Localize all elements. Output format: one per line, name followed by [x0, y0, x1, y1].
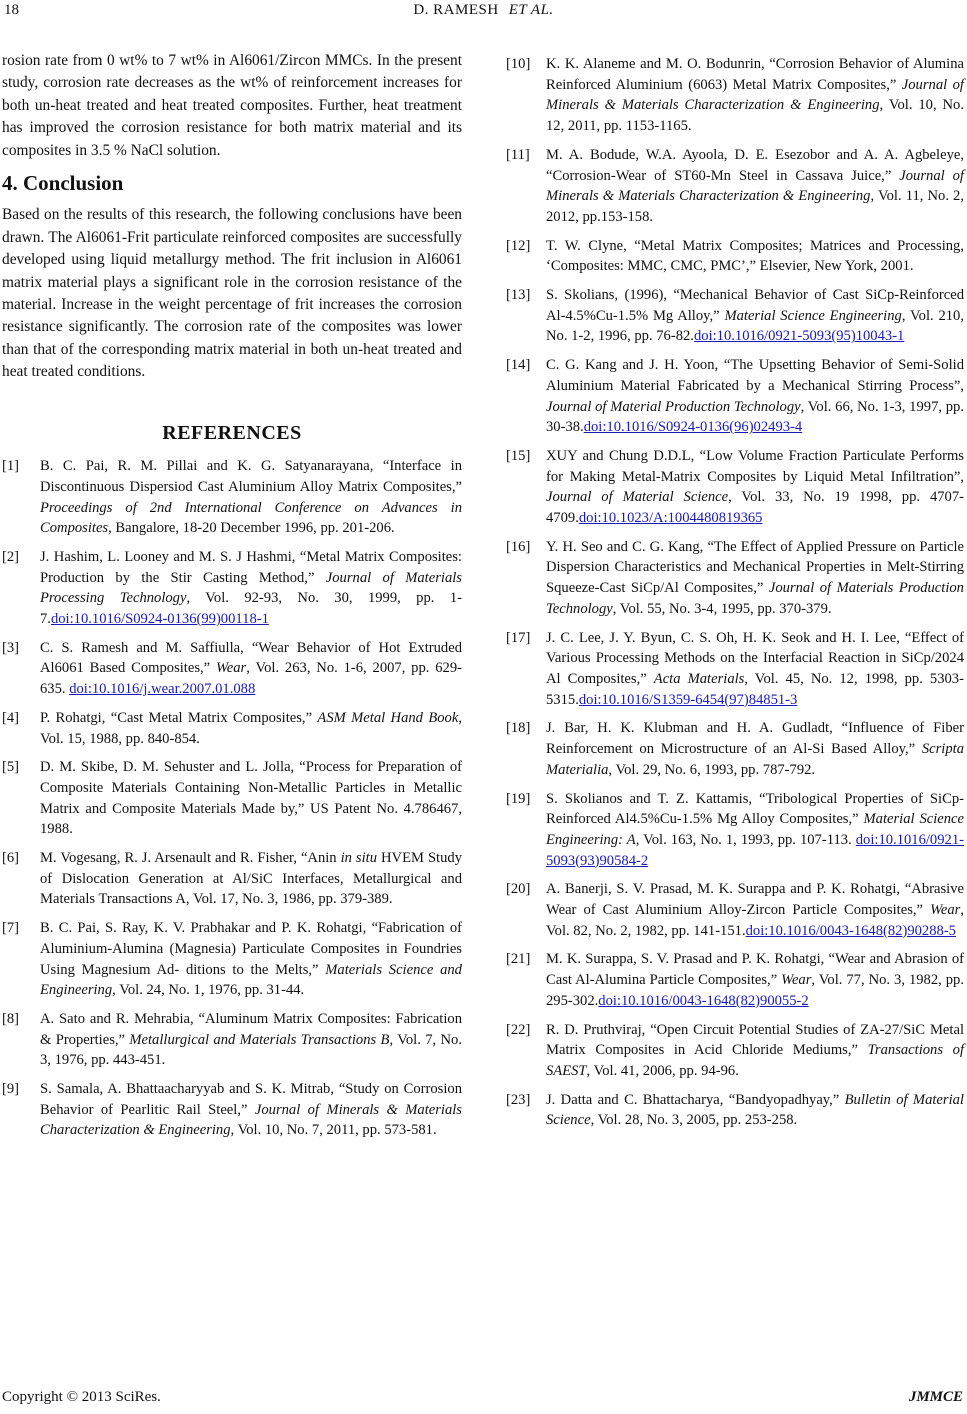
copyright-notice: Copyright © 2013 SciRes.: [2, 1389, 161, 1405]
reference-details: , Vol. 41, 2006, pp. 94-96.: [586, 1062, 739, 1079]
reference-number: [11]: [506, 146, 530, 163]
reference-text: T. W. Clyne, “Metal Matrix Composites; Matrices and Processing, ‘Composites: MMC, CMC, PMC’,” Elsevier, New York, 2001.: [546, 237, 964, 275]
reference-text: S. Skolians, (1996), “Mechanical Behavior of Cast SiCp-Reinforced Al-4.5%Cu-1.5% Mg Alloy,”: [546, 287, 964, 324]
reference-text: K. K. Alaneme and M. O. Bodunrin, “Corrosion Behavior of Alumina Reinforced Aluminium (6063) Metal Matrix Composites,”: [546, 56, 964, 93]
doi-link[interactable]: doi:10.1016/S1359-6454(97)84851-3: [578, 691, 798, 708]
reference-source: Bulletin of Material Science: [546, 1091, 964, 1129]
reference-item: [2, 708, 462, 749]
reference-number: [16]: [506, 538, 531, 555]
reference-item: [2, 918, 462, 1001]
reference-item: [506, 236, 964, 277]
reference-number: [3]: [2, 639, 20, 656]
reference-text: Y. H. Seo and C. G. Kang, “The Effect of Applied Pressure on Particle Dispersion Characteristics and Mechanical Properties in Melt-Stirring Squeeze-Cast SiCp/Al Composites,”: [546, 538, 964, 597]
reference-source: Journal of Materials Production Technology: [546, 580, 964, 617]
reference-text: M. K. Surappa, S. V. Prasad and P. K. Rohatgi, “Wear and Abrasion of Cast Al-Alumina Particle Composites,”: [546, 951, 964, 989]
reference-text: XUY and Chung D.D.L, “Low Volume Fraction Particulate Performs for Making Metal-Matrix Composites by Liquid Metal Infiltration”,: [546, 447, 964, 485]
reference-source: in situ: [340, 850, 378, 867]
reference-item: [506, 285, 964, 347]
reference-source: Scripta Materialia: [546, 741, 964, 778]
reference-number: [1]: [2, 458, 20, 475]
reference-text: R. D. Pruthviraj, “Open Circuit Potential Studies of ZA-27/SiC Metal Matrix Composites in Acid Chloride Mediums,”: [546, 1021, 964, 1059]
reference-text: A. Sato and R. Mehrabia, “Aluminum Matrix Composites: Fabrication & Properties,”: [40, 1010, 462, 1048]
right-column: [506, 54, 964, 1139]
reference-details: , Vol. 66, No. 1-3, 1997, pp. 30-38.: [546, 398, 964, 436]
reference-details: , Vol. 7, No. 3, 1976, pp. 443-451.: [40, 1031, 463, 1069]
conclusion-heading: 4. Conclusion: [2, 171, 124, 196]
reference-number: [4]: [2, 709, 20, 726]
reference-text: M. A. Bodude, W.A. Ayoola, D. E. Esezobor and A. A. Agbeleye, “Corrosion-Wear of ST60-Mn Steel in Cassava Juice,”: [546, 146, 964, 184]
reference-text: M. Vogesang, R. J. Arsenault and R. Fisher, “Anin: [40, 850, 341, 867]
reference-item: [2, 757, 462, 840]
reference-item: [506, 789, 964, 872]
reference-text: S. Samala, A. Bhattaacharyyab and S. K. Mitrab, “Study on Corrosion Behavior of Pearlitic Rail Steel,”: [40, 1081, 462, 1118]
reference-item: [2, 456, 462, 539]
reference-number: [19]: [506, 790, 531, 807]
reference-details: , Vol. 24, No. 1, 1976, pp. 31-44.: [112, 982, 305, 999]
reference-source: Wear: [930, 902, 961, 919]
reference-text: J. Bar, H. K. Klubman and H. A. Gudladt, “Influence of Fiber Reinforcement on Microstructure of an Al-Si Based Alloy,”: [546, 720, 964, 758]
reference-details: , Vol. 10, No. 12, 2011, pp. 1153-1165.: [546, 97, 965, 135]
doi-link[interactable]: doi:10.1016/S0924-0136(96)02493-4: [583, 419, 803, 436]
reference-details: , Vol. 28, No. 3, 2005, pp. 253-258.: [590, 1112, 798, 1129]
reference-text: C. G. Kang and J. H. Yoon, “The Upsetting Behavior of Semi-Solid Aluminium Material Fabricated by a Mechanical Stirring Process”,: [546, 357, 964, 394]
reference-number: [15]: [506, 447, 531, 464]
reference-number: [5]: [2, 759, 20, 776]
reference-details: , Vol. 10, No. 7, 2011, pp. 573-581.: [230, 1122, 437, 1139]
reference-item: [506, 949, 964, 1011]
reference-number: [14]: [506, 357, 531, 374]
reference-source: Wear: [781, 972, 812, 989]
reference-text: B. C. Pai, S. Ray, K. V. Prabhakar and P. K. Rohatgi, “Fabrication of Aluminium-Alumina (Magnesia) Particulate Composites in Foundries Using Magnesium Ad- ditions to the Melts,”: [40, 920, 462, 978]
reference-item: [2, 547, 462, 630]
journal-abbrev: JMMCE: [908, 1389, 963, 1405]
reference-number: [8]: [2, 1010, 20, 1027]
reference-item: [2, 1079, 462, 1141]
reference-source: Proceedings of 2nd International Conference on Advances in Composites: [40, 499, 462, 537]
reference-source: Material Science Engineering: A: [546, 811, 964, 848]
reference-number: [6]: [2, 850, 20, 867]
reference-item: [506, 355, 964, 438]
reference-item: [506, 1020, 964, 1082]
reference-source: Journal of Material Production Technology: [546, 398, 801, 415]
references-list-right: [506, 54, 964, 1131]
conclusion-paragraph: Based on the results of this research, the following conclusions have been drawn. The Al6061-Frit particulate reinforced composites are successfully developed using liquid metallurgy method. The frit inclusion in Al6061 matrix material plays a significant role in the corrosion resistance of the material. Increase in the weight percentage of frit increases the corrosion resistance significantly. The corrosion rate of the composites was lower than that of the corresponding matrix material in both un-heat treated and heat treated conditions.: [2, 206, 462, 381]
reference-number: [9]: [2, 1081, 20, 1098]
doi-link[interactable]: doi:10.1023/A:1004480819365: [578, 510, 763, 527]
doi-link[interactable]: doi:10.1016/0043-1648(82)90055-2: [598, 992, 809, 1009]
intro-paragraph: rosion rate from 0 wt% to 7 wt% in Al6061/Zircon MMCs. In the present study, corrosion rate decreases as the wt% of reinforcement increases for both un-heat treated and heat treated composites. Further, heat treatment has improved the corrosion resistance for both matrix material and its composites in 3.5 % NaCl solution.: [2, 52, 462, 159]
reference-source: Materials Science and Engineering: [40, 961, 462, 999]
reference-item: [506, 145, 964, 228]
reference-text: J. C. Lee, J. Y. Byun, C. S. Oh, H. K. Seok and H. I. Lee, “Effect of Various Processing Methods on the Interfacial Reaction in SiCp/2024 Al Composites,”: [546, 629, 964, 687]
left-column: [2, 50, 462, 1149]
doi-link[interactable]: doi:10.1016/j.wear.2007.01.088: [69, 681, 256, 698]
reference-text: D. M. Skibe, D. M. Sehuster and L. Jolla, “Process for Preparation of Composite Materials Containing Non-Metallic Particles in Metallic Matrix and Composite Materials Made by,” US Patent No. 4.786467, 1988.: [40, 759, 462, 838]
reference-item: [506, 628, 964, 711]
reference-details: , Vol. 92-93, No. 30, 1999, pp. 1-7.: [40, 590, 462, 628]
reference-details: , Vol. 263, No. 1-6, 2007, pp. 629-635.: [40, 660, 462, 698]
reference-details: , Bangalore, 18-20 December 1996, pp. 201-206.: [108, 520, 395, 537]
reference-item: [506, 718, 964, 780]
reference-number: [20]: [506, 881, 531, 898]
reference-source: Journal of Minerals & Materials Characterization & Engineering: [546, 167, 964, 205]
reference-item: [506, 1090, 964, 1131]
reference-source: Metallurgical and Materials Transactions B: [129, 1031, 390, 1048]
reference-details: , Vol. 55, No. 3-4, 1995, pp. 370-379.: [612, 600, 832, 617]
reference-details: , Vol. 29, No. 6, 1993, pp. 787-792.: [608, 761, 816, 778]
reference-text: A. Banerji, S. V. Prasad, M. K. Surappa and P. K. Rohatgi, “Abrasive Wear of Cast Aluminium Alloy-Zircon Particle Composites,”: [546, 881, 964, 919]
reference-number: [10]: [506, 56, 531, 72]
reference-number: [12]: [506, 237, 531, 254]
running-author: D. RAMESH: [413, 2, 499, 18]
reference-number: [21]: [506, 951, 531, 968]
reference-item: [506, 537, 964, 620]
reference-number: [17]: [506, 629, 531, 646]
doi-link[interactable]: doi:10.1016/S0924-0136(99)00118-1: [50, 611, 269, 628]
reference-item: [506, 54, 964, 137]
reference-source: Journal of Minerals & Materials Characterization & Engineering: [40, 1101, 462, 1139]
reference-details: , Vol. 77, No. 3, 1982, pp. 295-302.: [546, 972, 964, 1009]
reference-number: [7]: [2, 920, 20, 937]
reference-number: [13]: [506, 287, 531, 304]
page-header: [0, 0, 967, 28]
reference-source: Acta Materials: [653, 670, 745, 687]
doi-link[interactable]: doi:10.1016/0043-1648(82)90288-5: [745, 922, 956, 939]
reference-number: [18]: [506, 720, 531, 737]
reference-details: , Vol. 82, No. 2, 1982, pp. 141-151.: [546, 902, 964, 939]
reference-item: [506, 446, 964, 529]
reference-source: Wear: [215, 660, 247, 677]
reference-details: , Vol. 11, No. 2, 2012, pp.153-158.: [546, 188, 964, 225]
doi-link[interactable]: doi:10.1016/0921-5093(95)10043-1: [693, 328, 905, 345]
reference-number: [22]: [506, 1021, 531, 1038]
running-head: [0, 2, 967, 19]
reference-item: [2, 848, 462, 910]
doi-link[interactable]: doi:10.1016/0921-5093(93)90584-2: [546, 831, 964, 869]
reference-source: Journal of Material Science: [546, 489, 729, 506]
reference-details: , Vol. 15, 1988, pp. 840-854.: [40, 709, 462, 747]
reference-text: J. Hashim, L. Looney and M. S. J Hashmi, “Metal Matrix Composites: Production by the Stir Casting Method,”: [40, 548, 462, 586]
reference-details: HVEM Study of Dislocation Generation at Al/SiC Interfaces, Metallurgical and Materials Transactions A, Vol. 17, No. 3, 1986, pp. 379-389.: [40, 850, 462, 908]
reference-details: , Vol. 210, No. 1-2, 1996, pp. 76-82.: [546, 307, 964, 345]
reference-item: [2, 638, 462, 700]
reference-item: [506, 879, 964, 941]
reference-item: [2, 1009, 462, 1071]
reference-number: [23]: [506, 1091, 531, 1108]
reference-source: Material Science Engineering: [724, 307, 902, 324]
reference-text: S. Skolianos and T. Z. Kattamis, “Tribological Properties of SiCp-Reinforced Al4.5%Cu-1.5% Mg Alloy Composites,”: [546, 790, 964, 828]
reference-text: B. C. Pai, R. M. Pillai and K. G. Satyanarayana, “Interface in Discontinuous Dispersiod Cast Aluminium Alloy Matrix Composites,”: [40, 458, 462, 495]
references-list-left: [2, 456, 462, 1141]
page-number: 18: [4, 2, 19, 18]
reference-text: C. S. Ramesh and M. Saffiulla, “Wear Behavior of Hot Extruded Al6061 Based Composites,”: [40, 639, 462, 677]
reference-source: ASM Metal Hand Book: [317, 709, 459, 726]
reference-source: Journal of Minerals & Materials Characterization & Engineering: [546, 76, 964, 114]
reference-details: , Vol. 45, No. 12, 1998, pp. 5303-5315.: [546, 670, 964, 708]
reference-details: , Vol. 33, No. 19 1998, pp. 4707-4709.: [546, 489, 965, 527]
reference-source: Journal of Materials Processing Technology: [40, 569, 462, 607]
reference-source: Transactions of SAEST: [546, 1042, 964, 1079]
references-heading: REFERENCES: [162, 421, 302, 444]
reference-text: P. Rohatgi, “Cast Metal Matrix Composites,”: [40, 709, 318, 726]
reference-number: [2]: [2, 548, 20, 565]
reference-details: , Vol. 163, No. 1, 1993, pp. 107-113.: [635, 831, 856, 848]
running-etal: ET AL.: [508, 2, 554, 18]
reference-text: J. Datta and C. Bhattacharya, “Bandyopadhyay,”: [546, 1091, 845, 1108]
